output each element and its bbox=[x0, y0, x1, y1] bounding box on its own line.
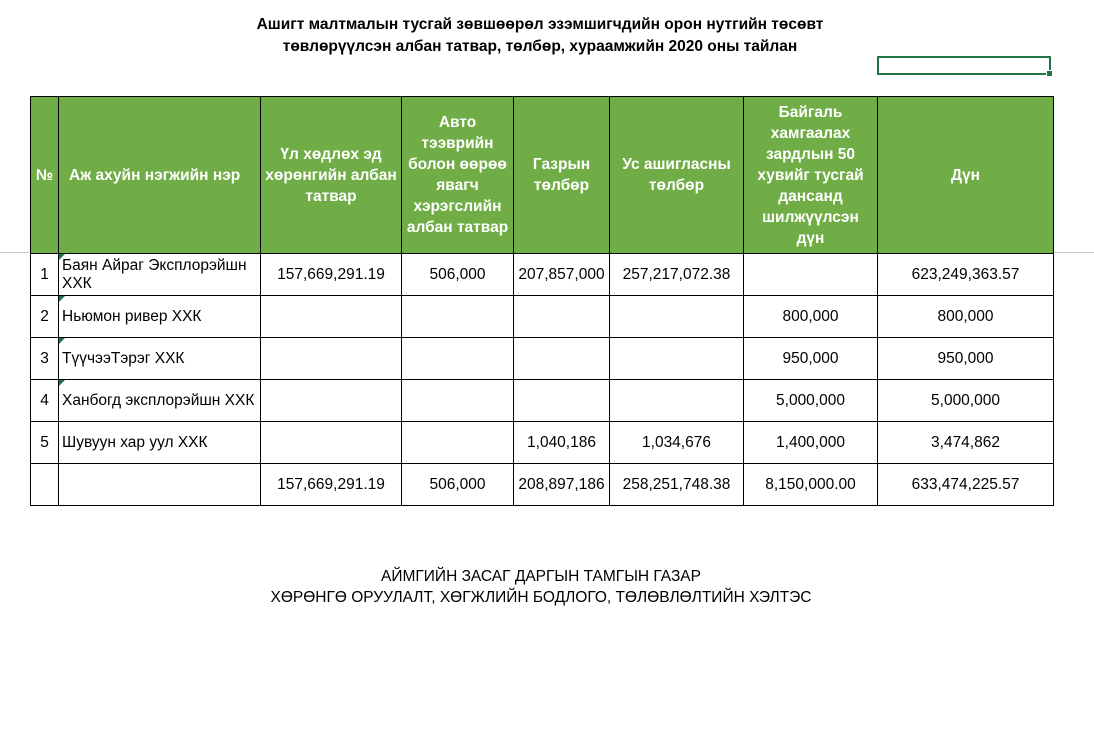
cell-no[interactable]: 4 bbox=[31, 380, 59, 422]
cell-property-tax[interactable] bbox=[261, 380, 402, 422]
cell-total[interactable]: 800,000 bbox=[878, 296, 1054, 338]
error-indicator-icon bbox=[59, 338, 65, 344]
cell-vehicle-tax[interactable] bbox=[402, 296, 514, 338]
report-table bbox=[30, 96, 1054, 506]
table-row bbox=[31, 422, 1054, 464]
cell-environment-fund[interactable]: 1,400,000 bbox=[744, 422, 878, 464]
total-vehicle-tax[interactable]: 506,000 bbox=[402, 464, 514, 506]
header-total[interactable]: Дүн bbox=[878, 97, 1054, 254]
header-vehicle-tax[interactable]: Авто тээврийн болон өөрөө явагч хэрэгслийн албан татвар bbox=[402, 97, 514, 254]
cell-company-name[interactable]: Баян Айраг Эксплорэйшн ХХК bbox=[59, 254, 261, 296]
cell-land-fee[interactable] bbox=[514, 338, 610, 380]
header-property-tax[interactable]: Үл хөдлөх эд хөрөнгийн албан татвар bbox=[261, 97, 402, 254]
totals-row bbox=[31, 464, 1054, 506]
error-indicator-icon bbox=[59, 296, 65, 302]
table-row bbox=[31, 254, 1054, 296]
total-water-fee[interactable]: 258,251,748.38 bbox=[610, 464, 744, 506]
header-company-name[interactable]: Аж ахуйн нэгжийн нэр bbox=[59, 97, 261, 254]
cell-environment-fund[interactable]: 5,000,000 bbox=[744, 380, 878, 422]
footer-organization: АЙМГИЙН ЗАСАГ ДАРГЫН ТАМГЫН ГАЗАР bbox=[381, 568, 701, 585]
cell-vehicle-tax[interactable] bbox=[402, 422, 514, 464]
cell-environment-fund[interactable] bbox=[744, 254, 878, 296]
fill-handle[interactable] bbox=[1046, 70, 1053, 77]
cell-no[interactable]: 1 bbox=[31, 254, 59, 296]
cell-water-fee[interactable] bbox=[610, 338, 744, 380]
cell-company-name[interactable]: Шувуун хар уул ХХК bbox=[59, 422, 261, 464]
cell-vehicle-tax[interactable]: 506,000 bbox=[402, 254, 514, 296]
table-row bbox=[31, 338, 1054, 380]
report-title-line-1: Ашигт малтмалын тусгай зөвшөөрөл эзэмшигчдийн орон нутгийн төсөвт bbox=[256, 16, 824, 33]
cell-property-tax[interactable] bbox=[261, 296, 402, 338]
cell-company-name[interactable] bbox=[59, 464, 261, 506]
cell-vehicle-tax[interactable] bbox=[402, 338, 514, 380]
total-land-fee[interactable]: 208,897,186 bbox=[514, 464, 610, 506]
header-row bbox=[31, 97, 1054, 254]
cell-water-fee[interactable]: 1,034,676 bbox=[610, 422, 744, 464]
cell-total[interactable]: 3,474,862 bbox=[878, 422, 1054, 464]
selected-cell[interactable] bbox=[877, 56, 1051, 75]
cell-property-tax[interactable]: 157,669,291.19 bbox=[261, 254, 402, 296]
cell-land-fee[interactable]: 1,040,186 bbox=[514, 422, 610, 464]
error-indicator-icon bbox=[59, 380, 65, 386]
header-land-fee[interactable]: Газрын төлбөр bbox=[514, 97, 610, 254]
cell-no[interactable]: 2 bbox=[31, 296, 59, 338]
cell-property-tax[interactable] bbox=[261, 338, 402, 380]
header-no[interactable]: № bbox=[31, 97, 59, 254]
cell-company-name[interactable]: Ханбогд эксплорэйшн ХХК bbox=[59, 380, 261, 422]
cell-land-fee[interactable] bbox=[514, 296, 610, 338]
cell-property-tax[interactable] bbox=[261, 422, 402, 464]
footer-department: ХӨРӨНГӨ ОРУУЛАЛТ, ХӨГЖЛИЙН БОДЛОГО, ТӨЛӨВЛӨЛТИЙН ХЭЛТЭС bbox=[270, 589, 812, 606]
report-title bbox=[0, 14, 1080, 58]
cell-water-fee[interactable] bbox=[610, 296, 744, 338]
cell-total[interactable]: 950,000 bbox=[878, 338, 1054, 380]
cell-land-fee[interactable]: 207,857,000 bbox=[514, 254, 610, 296]
cell-total[interactable]: 623,249,363.57 bbox=[878, 254, 1054, 296]
error-indicator-icon bbox=[59, 254, 65, 260]
total-property-tax[interactable]: 157,669,291.19 bbox=[261, 464, 402, 506]
report-title-line-2: төвлөрүүлсэн албан татвар, төлбөр, хураамжийн 2020 оны тайлан bbox=[282, 38, 798, 55]
cell-company-name[interactable]: ТүүчээТэрэг ХХК bbox=[59, 338, 261, 380]
table-row bbox=[31, 296, 1054, 338]
header-water-fee[interactable]: Ус ашигласны төлбөр bbox=[610, 97, 744, 254]
table-row bbox=[31, 380, 1054, 422]
total-environment-fund[interactable]: 8,150,000.00 bbox=[744, 464, 878, 506]
grand-total[interactable]: 633,474,225.57 bbox=[878, 464, 1054, 506]
cell-water-fee[interactable] bbox=[610, 380, 744, 422]
cell-company-name[interactable]: Ньюмон ривер ХХК bbox=[59, 296, 261, 338]
cell-vehicle-tax[interactable] bbox=[402, 380, 514, 422]
cell-no[interactable]: 3 bbox=[31, 338, 59, 380]
cell-environment-fund[interactable]: 950,000 bbox=[744, 338, 878, 380]
cell-no[interactable]: 5 bbox=[31, 422, 59, 464]
cell-land-fee[interactable] bbox=[514, 380, 610, 422]
cell-environment-fund[interactable]: 800,000 bbox=[744, 296, 878, 338]
cell-no[interactable] bbox=[31, 464, 59, 506]
cell-water-fee[interactable]: 257,217,072.38 bbox=[610, 254, 744, 296]
cell-total[interactable]: 5,000,000 bbox=[878, 380, 1054, 422]
report-footer bbox=[0, 566, 1082, 608]
header-environment-fund[interactable]: Байгаль хамгаалах зардлын 50 хувийг тусгай дансанд шилжүүлсэн дүн bbox=[744, 97, 878, 254]
